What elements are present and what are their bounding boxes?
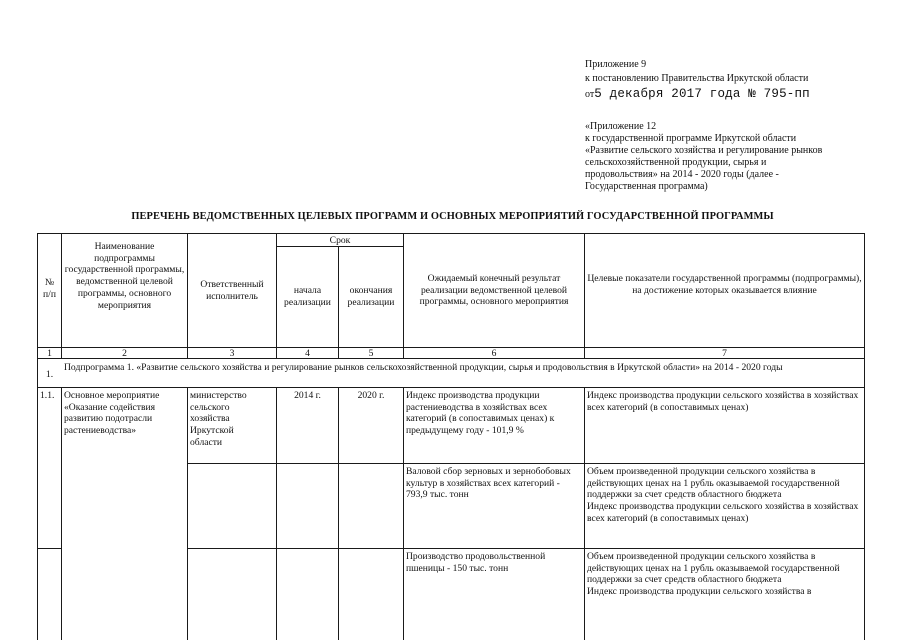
event-executor: министерство сельского хозяйства Иркутской области (190, 390, 247, 448)
resolution-date-line (585, 84, 810, 102)
col-number: 7 (722, 348, 727, 359)
col-header-end: окончания реализации (347, 285, 395, 308)
col-header-name: Наименование подпрограммы государственной программы, ведомственной целевой программы, основного мероприятия (64, 241, 185, 311)
expected-result: Производство продовольственной пшеницы - 150 тыс. тонн (406, 551, 546, 574)
col-header-result: Ожидаемый конечный результат реализации ведомственной целевой программы, основного мероприятия (419, 273, 569, 308)
resolution-reference: к постановлению Правительства Иркутской области (585, 73, 809, 84)
col-header-indicators: Целевые показатели государственной программы (подпрограммы), на достижение которых оказывается влияние (587, 273, 862, 296)
appendix-label: Приложение 9 (585, 59, 647, 70)
resolution-date-number: 5 декабря 2017 года № 795-пп (594, 87, 810, 101)
appendix-12-block (585, 121, 822, 193)
target-indicators: Индекс производства продукции сельского хозяйства в хозяйствах всех категорий (в сопоставимых ценах) (587, 390, 859, 413)
appendix-12-line: Государственная программа) (585, 181, 708, 192)
col-header-executor: Ответственный исполнитель (200, 279, 264, 302)
col-header-number: № п/п (43, 277, 56, 300)
subprogram-number: 1. (45, 369, 54, 380)
appendix-12-line: сельскохозяйственной продукции, сырья и (585, 157, 767, 168)
event-name: Основное мероприятие «Оказание содействия развитию подотрасли растениеводства» (64, 390, 160, 437)
col-number: 1 (47, 348, 52, 359)
appendix-12-line: «Развитие сельского хозяйства и регулирование рынков (585, 145, 823, 156)
date-prefix: от (585, 89, 595, 100)
event-number: 1.1. (40, 390, 55, 401)
expected-result: Валовой сбор зерновых и зернобобовых культур в хозяйствах всех категорий - 793,9 тыс. тонн (406, 466, 571, 501)
col-number: 2 (122, 348, 127, 359)
col-number: 4 (305, 348, 310, 359)
appendix-12-line: продовольствия» на 2014 - 2020 годы (далее - (585, 169, 779, 180)
col-number: 6 (491, 348, 497, 359)
event-end-year: 2020 г. (357, 390, 385, 401)
event-start-year: 2014 г. (294, 390, 321, 401)
subprogram-title: Подпрограмма 1. «Развитие сельского хозяйства и регулирование рынков сельскохозяйственной продукции, сырья и продовольствия в Иркутской области» на 2014 - 2020 годы (64, 362, 783, 373)
appendix-12-line: «Приложение 12 (585, 121, 657, 132)
target-indicators: Объем произведенной продукции сельского хозяйства в действующих ценах на 1 рубль оказываемой государственной поддержки за счет средств областного бюджета Индекс производства продукции сельского хозяйства в (587, 551, 840, 598)
document-title: ПЕРЕЧЕНЬ ВЕДОМСТВЕННЫХ ЦЕЛЕВЫХ ПРОГРАММ И ОСНОВНЫХ МЕРОПРИЯТИЙ ГОСУДАРСТВЕННОЙ ПРОГРАММЫ (131, 211, 774, 222)
col-number: 3 (229, 348, 235, 359)
expected-result: Индекс производства продукции растениеводства в хозяйствах всех категорий (в сопоставимых ценах) к предыдущему году - 101,9 % (406, 390, 555, 437)
col-number: 5 (368, 348, 374, 359)
col-header-start: начала реализации (284, 285, 331, 308)
target-indicators: Объем произведенной продукции сельского хозяйства в действующих ценах на 1 рубль оказываемой государственной поддержки за счет средств областного бюджета Индекс производства продукции сельского хозяйства в хозяйствах всех категорий (в сопоставимых ценах) (587, 466, 859, 524)
appendix-12-line: к государственной программе Иркутской области (585, 133, 797, 144)
col-header-term: Срок (329, 235, 351, 246)
